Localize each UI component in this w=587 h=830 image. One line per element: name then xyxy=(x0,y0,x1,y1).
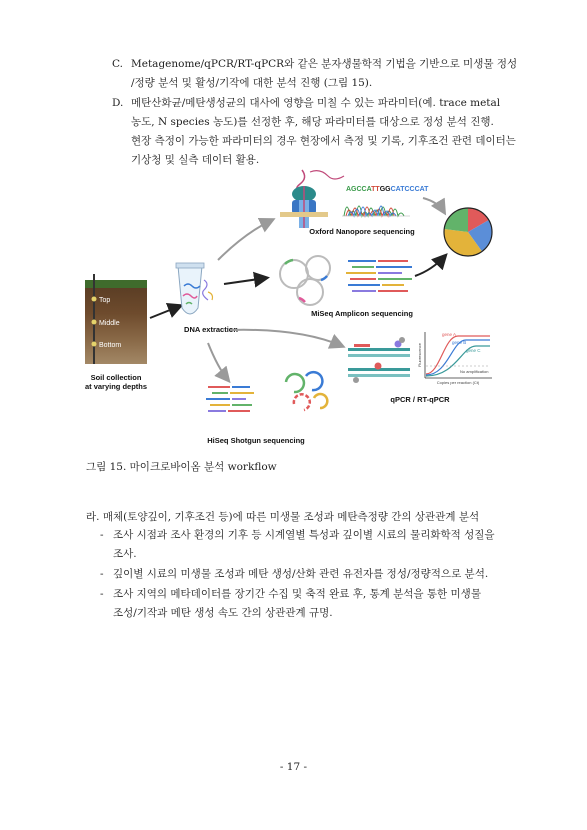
bullet-line: 조사 지역의 메타데이터를 장기간 수집 및 축적 완료 후, 통계 분석을 통한 미생물 xyxy=(113,588,481,600)
dna-sequence-text: AGCCATTGGCATCCCAT xyxy=(346,186,429,193)
plasmid-circles-icon xyxy=(280,256,330,305)
page-number: - 17 - xyxy=(279,761,308,773)
arrow-to-nanopore xyxy=(218,220,272,260)
pcr-primers-icon xyxy=(348,337,410,383)
amplicon-label: MiSeq Amplicon sequencing xyxy=(311,309,413,318)
shotgun-reads-icon xyxy=(206,386,254,412)
figure-caption: 그림 15. 마이크로바이옴 분석 workflow xyxy=(86,461,277,473)
amplicon-panel xyxy=(280,256,413,318)
soil-top-label: Top xyxy=(99,297,111,304)
middle-marker-icon xyxy=(92,320,97,325)
gene-b-label: gene B xyxy=(452,340,467,345)
item-d-line: 기상청 및 실측 데이터 활용. xyxy=(131,154,260,166)
dna-extraction-label: DNA extraction xyxy=(184,325,238,334)
item-c xyxy=(112,55,531,93)
bullet-dash: - xyxy=(100,529,104,541)
top-marker-icon xyxy=(92,297,97,302)
gene-c-label: gene C xyxy=(466,348,481,353)
bottom-marker-icon xyxy=(92,342,97,347)
arrow-to-shotgun xyxy=(208,343,228,380)
item-d-line: 현장 측정이 가능한 파라미터의 경우 현장에서 측정 및 기록, 기후조건 관련 데이터는 xyxy=(131,135,516,147)
arrow-to-amplicon xyxy=(224,278,266,284)
arrow-amplicon-to-result xyxy=(415,256,445,276)
bullet-line: 깊이별 시료의 미생물 조성과 메탄 생성/산화 관련 유전자를 정성/정량적으로 분석. xyxy=(113,568,489,580)
qpcr-label: qPCR / RT-qPCR xyxy=(390,395,450,404)
item-d-line: 메탄산화균/메탄생성균의 대사에 영향을 미칠 수 있는 파라미터(예. trace metal xyxy=(131,97,501,109)
soil-bottom-label: Bottom xyxy=(99,342,122,349)
arrow-soil-to-dna xyxy=(150,306,180,318)
amplicon-reads-icon xyxy=(346,260,412,292)
qpcr-y-axis-label: Fluorescence xyxy=(417,342,422,368)
soil-caption-line1: Soil collection xyxy=(90,373,142,382)
bullet-dash: - xyxy=(100,588,104,600)
no-amplification-label: No amplification xyxy=(460,369,489,374)
arrow-to-qpcr xyxy=(230,330,342,346)
microbiome-workflow-figure xyxy=(80,168,550,458)
qpcr-panel xyxy=(348,332,492,404)
item-d-line: 농도, N species 농도)를 선정한 후, 해당 파라미터를 대상으로 정성 분석 진행. xyxy=(131,116,494,128)
amplification-curve-chart xyxy=(417,332,492,385)
shotgun-fragments-icon xyxy=(286,372,327,410)
bullet-dash: - xyxy=(100,568,104,580)
item-c-line: Metagenome/qPCR/RT-qPCR와 같은 분자생물학적 기법을 기반으로 미생물 정성 xyxy=(131,58,518,70)
bullet-line: 조사. xyxy=(113,548,137,560)
section-heading: 라. 매체(토양깊이, 기후조건 등)에 따른 미생물 조성과 메탄측정량 간의 상관관계 분석 xyxy=(86,511,480,523)
gene-a-label: gene A xyxy=(442,332,457,337)
taxonomy-pie-chart-icon xyxy=(444,208,492,256)
nanopore-panel xyxy=(280,170,429,236)
dna-extraction-tube-icon xyxy=(176,263,238,334)
item-d xyxy=(112,94,531,170)
soil-caption-line2: at varying depths xyxy=(84,382,148,391)
bullet-item xyxy=(100,526,532,564)
soil-middle-label: Middle xyxy=(99,320,120,327)
chromatogram-icon xyxy=(342,206,410,216)
bullet-line: 조성/기작과 메탄 생성 속도 간의 상관관계 규명. xyxy=(113,607,333,619)
shotgun-panel xyxy=(206,372,327,445)
nanopore-protein-icon xyxy=(280,186,328,228)
bullet-line: 조사 시점과 조사 환경의 기후 등 시계열별 특성과 깊이별 시료의 물리화학적 성질을 xyxy=(113,529,495,541)
item-d-label: D. xyxy=(112,97,124,109)
item-c-label: C. xyxy=(112,58,123,70)
shotgun-label: HiSeq Shotgun sequencing xyxy=(207,436,305,445)
arrow-nanopore-to-result xyxy=(423,198,444,212)
item-c-line: /정량 분석 및 활성/기작에 대한 분석 진행 (그림 15). xyxy=(131,77,373,89)
qpcr-x-axis-label: Copies per reaction (Ct) xyxy=(436,380,480,385)
bullet-item xyxy=(100,585,532,623)
soil-column xyxy=(85,274,147,391)
bullet-item xyxy=(100,565,532,584)
nanopore-label: Oxford Nanopore sequencing xyxy=(309,227,415,236)
